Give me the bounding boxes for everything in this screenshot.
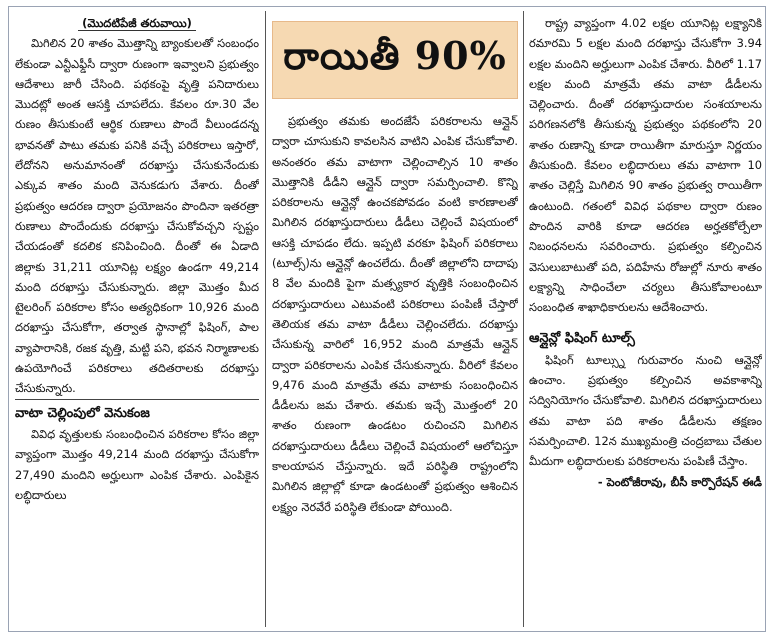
column-3 xyxy=(529,13,762,627)
column-rule xyxy=(523,11,524,627)
article-paragraph: వివిధ వృత్తులకు సంబంధించిన పరికరాల కోసం జిల్లా వ్యాప్తంగా మొత్తం 49,214 మంది దరఖాస్తు చేసుకోగా 27,490 మందిని అర్హులుగా ఎంపిక చేశారు. ఎంపికైన లబ్ధిదారులు xyxy=(15,426,259,502)
subheading: వాటా చెల్లింపులో వెనుకంజ xyxy=(15,399,259,424)
article-paragraph: ఫిషింగ్ టూల్స్ను గురువారం నుంచి ఆన్లైన్లో ఉంచాం. ప్రభుత్వం కల్పించిన అవకాశాన్ని సద్వినియోగం చేసుకోవాలి. మిగిలిన దరఖాస్తుదారులు తమ వాటా పది శాతం డీడీలను తక్షణం సమర్పించాలి. 12న ముఖ్యమంత్రి చంద్రబాబు చేతుల మీదుగా లబ్ధిదారులకు పరికరాలను పంపిణీ చేస్తాం. xyxy=(529,352,762,469)
headline-box xyxy=(272,21,518,99)
column-2 xyxy=(272,111,518,627)
column-1 xyxy=(15,13,259,627)
article-paragraph: ప్రభుత్వం తమకు అందజేసే పరికరాలను ఆన్లైన్ ద్వారా చూసుకుని కావలసిన వాటిని ఎంపిక చేసుకోవాలి. అనంతరం తమ వాటాగా చెల్లించాల్సిన 10 శాతం మొత్తానికి డీడీని ఆన్లైన్ ద్వారా సమర్పించాలి. కొన్ని పరికరాలను ఆన్లైన్లో ఉంచకపోవడం వంటి కారణాలతో మిగిలిన దరఖాస్తుదారులు డీడీలు చెల్లించే విషయంలో ఆసక్తి చూపడం లేదు. ఇప్పటి వరకూ ఫిషింగ్ పరికరాలు (టూల్స్)ను ఆన్లైన్లో ఉంచలేదు. దీంతో జిల్లాలోని దాదాపు 8 వేల మందికి పైగా మత్స్యకార వృత్తికి సంబంధించిన దరఖాస్తుదారులు ఎటువంటి పరికరాలు పంపిణీ చేస్తారో తెలియక తమ వాటా డీడీలు చెల్లించలేదు. దరఖాస్తు చేసుకున్న వారిలో 16,952 మంది మాత్రమే ఆన్లైన్ ద్వారా పరికరాలను ఎంపిక చేసుకున్నారు. వీరిలో కేవలం 9,476 మంది మాత్రమే తమ వాటాకు సంబంధించిన డీడీలను జమ చేశారు. తమకు ఇచ్చే మొత్తంలో 20 శాతం రుణంగా ఉండటం రుచించని మిగిలిన దరఖాస్తుదారులు డీడీలు చెల్లించే విషయంలో ఆలోచిస్తూ కాలయాపన చేస్తున్నారు. ఇదే పరిస్థితి రాష్ట్రంలోని మిగిలిన జిల్లాల్లో కూడా ఉండటంతో ప్రభుత్వం ఆశించిన లక్ష్యం నెరవేరే పరిస్థితి లేకుండా పోయింది. xyxy=(272,114,518,514)
newspaper-clipping xyxy=(8,6,766,632)
continuation-note: (మొదటిపేజీ తరువాయి) xyxy=(15,13,259,33)
article-paragraph: రాష్ట్ర వ్యాప్తంగా 4.02 లక్షల యూనిట్ల లక్ష్యానికి రమారమి 5 లక్షల మంది దరఖాస్తు చేసుకోగా 3.94 లక్షల మందిని అర్హులుగా ఎంపిక చేశారు. వీరిలో 1.17 లక్షల మంది మాత్రమే తమ వాటా డీడీలను చెల్లించారు. దీంతో దరఖాస్తుదారుల సంశయాలను పరిగణనలోకి తీసుకున్న ప్రభుత్వం పథకంలోని 20 శాతం రుణాన్ని కూడా రాయితీగా మారుస్తూ నిర్ణయం తీసుకుంది. కేవలం లబ్ధిదారులు తమ వాటాగా 10 శాతం చెల్లిస్తే మిగిలిన 90 శాతం ప్రభుత్వ రాయితీగా ఉంటుంది. గతంలో వివిధ పథకాల ద్వారా రుణం పొందిన వారికి కూడా ఆదరణ అర్హతకోల్పేలా నిబంధనలను సవరించారు. ప్రభుత్వం కల్పించిన వెసులుబాటుతో పది, పదిహేను రోజుల్లో నూరు శాతం లక్ష్యాన్ని సాధించేలా చర్యలు తీసుకోవాలంటూ సంబంధిత శాఖాధికారులను ఆదేశించారు. xyxy=(529,16,762,315)
column-rule xyxy=(265,11,266,627)
article-paragraph: మిగిలిన 20 శాతం మొత్తాన్ని బ్యాంకులతో సంబంధం లేకుండా ఎన్టీఎఫ్డీసీ ద్వారా రుణంగా ఇవ్వాలని ప్రభుత్వం ఆదేశాలు జారీ చేసింది. పథకంపై వృత్తి పనిదారులు మొదట్లో అంత ఆసక్తి చూపలేదు. కేవలం రూ.30 వేల రుణం తీసుకుంటే ఆర్థిక రుణాలు పొందే వీలుండదన్న భావనతో పాటు తమకు పనికి వచ్చే పరికరాలు ఇస్తారో, లేదోనని అనుమానంతో దరఖాస్తు చేసుకునేందుకు ఎక్కువ శాతం మంది వెనుకడుగు వేశారు. దీంతో ప్రభుత్వం ఆదరణ ద్వారా ప్రయోజనం పొందినా ఇతరత్రా రుణాలు పొందేందుకు దరఖాస్తు చేసుకోవచ్చని స్పష్టం చేయడంతో కదలిక కనిపించింది. దీంతో ఈ ఏడాది జిల్లాకు 31,211 యూనిట్ల లక్ష్యం ఉండగా 49,214 మంది దరఖాస్తు చేసుకున్నారు. జిల్లా మొత్తం మీద టైలరింగ్ పరికరాల కోసం అత్యధికంగా 10,926 మంది దరఖాస్తు చేసుకోగా, తర్వాత స్థానాల్లో ఫిషింగ్, పాల వ్యాపారానికి, రజక వృత్తి, మట్టి పని, భవన నిర్మాణాలకు ఉపయోగించే పరికరాలు తదితరాలకు దరఖాస్తు చేసుకున్నారు. xyxy=(15,36,259,396)
subheading: ఆన్లైన్లో ఫిషింగ్ టూల్స్ xyxy=(529,331,635,347)
byline: - పెంటోజీరావు, బీసీ కార్పొరేషన్ ఈడీ xyxy=(597,474,762,489)
headline: రాయితీ 90% xyxy=(283,32,507,78)
